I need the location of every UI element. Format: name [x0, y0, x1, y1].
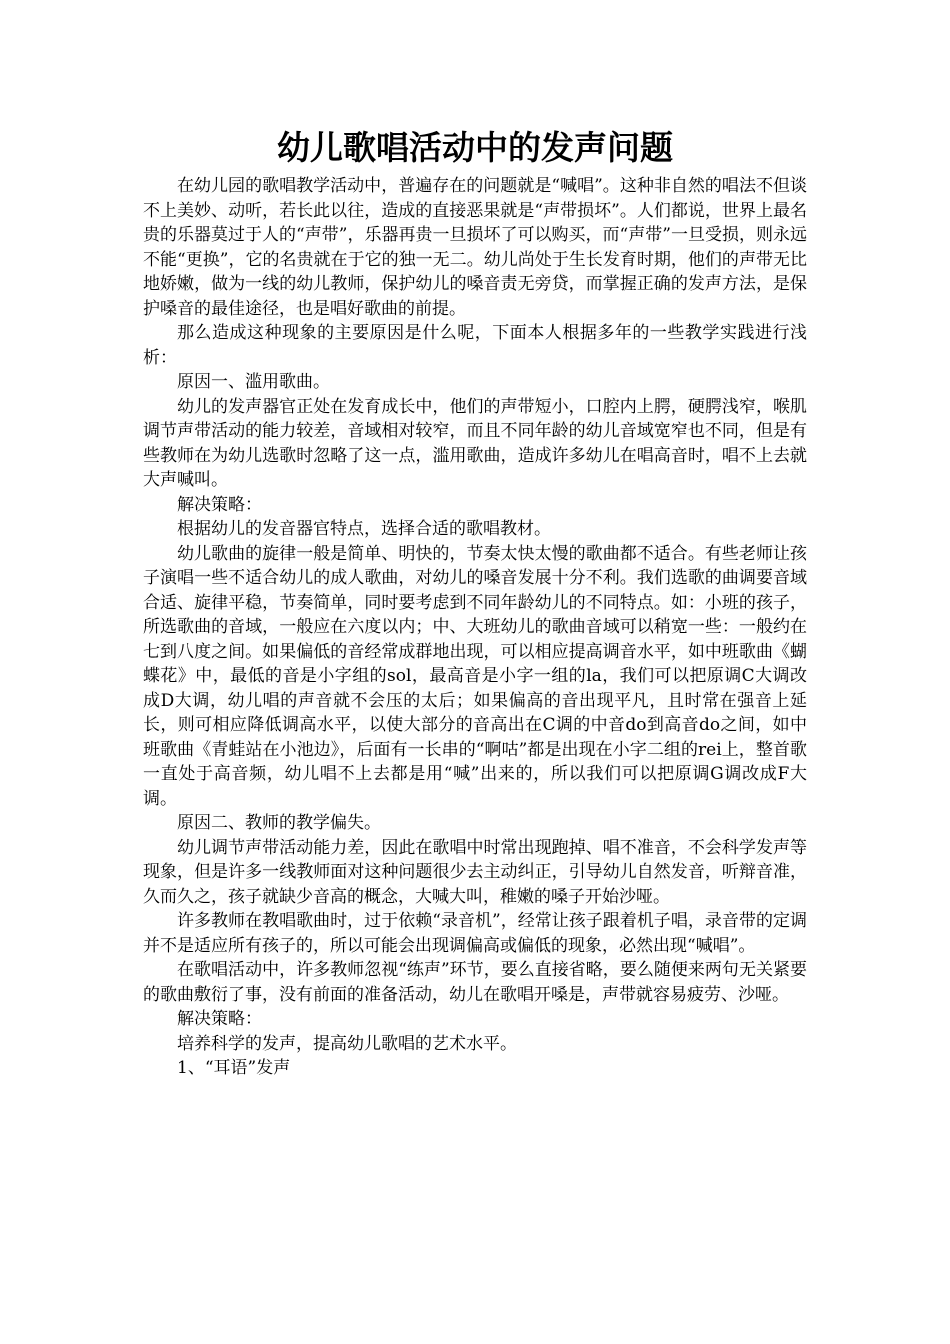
paragraph-intro: 在幼儿园的歌唱教学活动中，普遍存在的问题就是“喊唱”。这种非自然的唱法不但谈不上美妙、动听，若长此以往，造成的直接恶果就是“声带损坏”。人们都说，世界上最名贵的乐器莫过于人的“声带”，乐器再贵一旦损坏了可以购买，而“声带”一旦受损，则永远不能“更换”，它的名贵就在于它的独一无二。幼儿尚处于生长发育时期，他们的声带无比地娇嫩，做为一线的幼儿教师，保护幼儿的嗓音责无旁贷，而掌握正确的发声方法，是保护嗓音的最佳途径，也是唱好歌曲的前提。 — [143, 176, 807, 319]
paragraph-solution-one-summary: 根据幼儿的发音器官特点，选择合适的歌唱教材。 — [177, 519, 551, 539]
heading-whisper-voice: 1、“耳语”发声 — [177, 1058, 291, 1078]
document-body — [143, 174, 807, 1081]
paragraph-question: 那么造成这种现象的主要原因是什么呢，下面本人根据多年的一些教学实践进行浅析： — [143, 323, 807, 368]
paragraph-solution-one-detail: 幼儿歌曲的旋律一般是简单、明快的，节奏太快太慢的歌曲都不适合。有些老师让孩子演唱一些不适合幼儿的成人歌曲，对幼儿的嗓音发展十分不利。我们选歌的曲调要音域合适、旋律平稳，节奏简单，同时要考虑到不同年龄幼儿的不同特点。如：小班的孩子，所选歌曲的音域，一般应在六度以内；中、大班幼儿的歌曲音域可以稍宽一些：一般约在七到八度之间。如果偏低的音经常成群地出现，可以相应提高调音水平，如中班歌曲《蝴蝶花》中，最低的音是小字组的sol，最高音是小字一组的la，我们可以把原调C大调改成D大调，幼儿唱的声音就不会压的太后；如果偏高的音出现平凡，且时常在强音上延长，则可相应降低调高水平，以使大部分的音高出在C调的中音do到高音do之间，如中班歌曲《青蛙站在小池边》，后面有一长串的“啊咕”都是出现在小字二组的rei上，整首歌一直处于高音频，幼儿唱不上去都是用“喊”出来的，所以我们可以把原调G调改成F大调。 — [143, 543, 807, 809]
heading-reason-two: 原因二、教师的教学偏失。 — [177, 813, 381, 833]
heading-solution-two: 解决策略： — [177, 1009, 262, 1029]
paragraph-reason-two-c: 在歌唱活动中，许多教师忽视“练声”环节，要么直接省略，要么随便来两句无关紧要的歌曲敷衍了事，没有前面的准备活动，幼儿在歌唱开嗓是，声带就容易疲劳、沙哑。 — [143, 960, 807, 1005]
heading-reason-one: 原因一、滥用歌曲。 — [177, 372, 330, 392]
paragraph-reason-two-b: 许多教师在教唱歌曲时，过于依赖“录音机”，经常让孩子跟着机子唱，录音带的定调并不是适应所有孩子的，所以可能会出现调偏高或偏低的现象，必然出现“喊唱”。 — [143, 911, 807, 956]
heading-solution-one: 解决策略： — [177, 494, 262, 515]
paragraph-reason-one: 幼儿的发声器官正处在发育成长中，他们的声带短小，口腔内上腭，硬腭浅窄，喉肌调节声带活动的能力较差，音域相对较窄，而且不同年龄的幼儿音域宽窄也不同，但是有些教师在为幼儿选歌时忽略了这一点，滥用歌曲，造成许多幼儿在唱高音时，唱不上去就大声喊叫。 — [143, 396, 807, 490]
paragraph-solution-two-summary: 培养科学的发声，提高幼儿歌唱的艺术水平。 — [177, 1033, 517, 1054]
document-title: 幼儿歌唱活动中的发声问题 — [277, 128, 673, 167]
paragraph-reason-two-a: 幼儿调节声带活动能力差，因此在歌唱中时常出现跑掉、唱不准音，不会科学发声等现象，但是许多一线教师面对这种问题很少去主动纠正，引导幼儿自然发音，听辩音准，久而久之，孩子就缺少音高的概念，大喊大叫，稚嫩的嗓子开始沙哑。 — [143, 837, 807, 907]
